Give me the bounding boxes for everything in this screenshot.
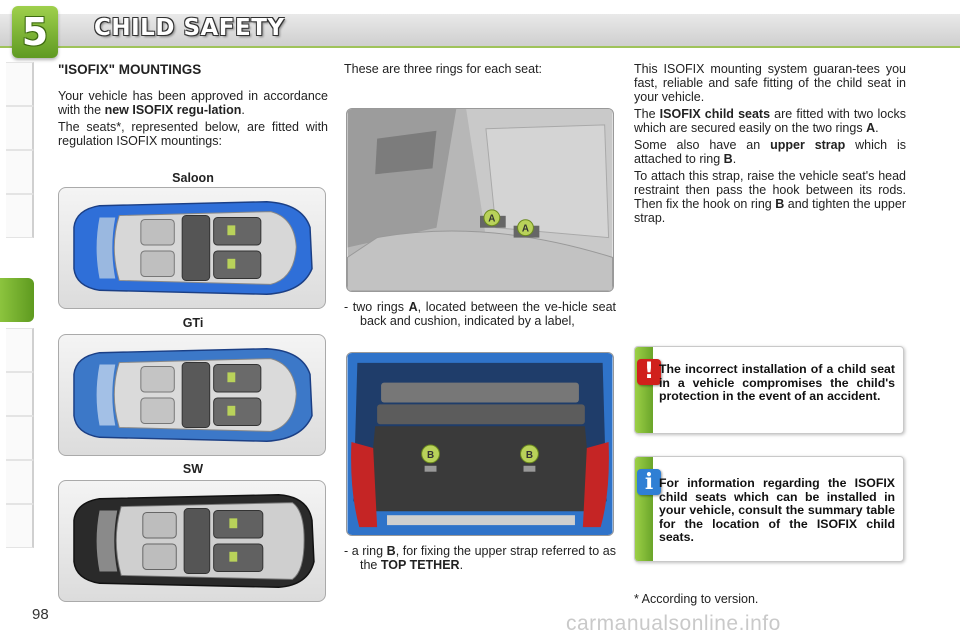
text-bold: upper strap [770,138,846,152]
photo-boot [346,352,614,536]
upper-strap-paragraph [634,138,906,166]
text-run: Your vehicle has been approved in accordance with the [58,89,328,117]
text-bold: B [386,544,396,558]
photo-rear-seat [346,108,614,292]
car-diagram-gti [58,334,326,456]
chapter-number: 5 [21,10,49,54]
chapter-title: CHILD SAFETY [94,15,285,41]
page-number: 98 [32,606,49,623]
rings-intro: These are three rings for each seat: [344,62,543,76]
text-bold: B [723,152,733,166]
column-intro [58,62,328,151]
approval-paragraph [58,89,328,117]
text-bold: B [775,197,785,211]
system-paragraph: This ISOFIX mounting system guaran-tees you fast, reliable and safe fitting of the child seat in your vehicle. [634,62,906,104]
text-run: Some also have an [634,138,771,152]
text-run: To attach this strap, raise the vehicle seat's head restraint then pass the hook between its rods. Then fix the hook on ring [634,169,906,211]
warning-notice [634,346,904,434]
chapter-tab-9[interactable] [6,460,34,504]
chapter-badge [12,6,58,58]
seats-paragraph: The seats*, represented below, are fitted with regulation ISOFIX mountings: [58,120,328,148]
attach-strap-paragraph [634,169,906,225]
chapter-tab-8[interactable] [6,416,34,460]
warning-icon: ! [637,359,661,385]
text-run: , located between the ve-hicle seat back and cushion, indicated by a label, [360,300,616,328]
text-bold: A [866,121,876,135]
text-run: . [732,152,737,166]
chapter-tab-5-active[interactable] [0,278,34,322]
text-run: , for fixing the upper strap referred to as the [360,544,616,572]
text-bold: new ISOFIX regu-lation [104,103,242,117]
column-system [634,62,906,228]
chapter-tab-3[interactable] [6,150,34,194]
watermark: carmanualsonline.info [566,612,781,635]
marker-b2: B [525,449,534,461]
text-run: . [241,103,245,117]
bullet-ring-b [344,544,616,572]
car-topview-saloon-icon [59,188,325,308]
chapter-tab-10[interactable] [6,504,34,548]
car-topview-gti-icon [59,335,325,455]
chapter-tab-4[interactable] [6,194,34,238]
car-diagram-sw [58,480,326,602]
text-run: . [459,558,464,572]
text-bold: A [408,300,418,314]
text-run: - two rings [344,300,409,314]
info-text: For information regarding the ISOFIX child seats which can be installed in your vehicle, consult the summary table for the location of the ISOFIX child seats. [659,476,895,544]
warning-text: The incorrect installation of a child seat in a vehicle compromises the child's protection in the event of an accident. [659,362,895,403]
text-run: - a ring [344,544,387,558]
text-run: and tighten the upper strap. [634,197,907,225]
rear-seat-photo-icon [347,109,613,291]
footnote: * According to version. [634,592,759,606]
text-run: are fitted with two locks which are secured easily on the two rings [634,107,906,135]
child-seats-paragraph [634,107,906,135]
marker-a1: A [488,213,496,225]
section-heading: "ISOFIX" MOUNTINGS [58,62,202,77]
chapter-tab-6[interactable] [6,328,34,372]
text-bold: TOP TETHER [380,558,460,572]
car-topview-sw-icon [59,481,325,601]
car-label-saloon: Saloon [172,171,214,185]
column-rings [344,62,616,79]
text-bold: ISOFIX child seats [659,107,771,121]
chapter-tab-1[interactable] [6,62,34,106]
marker-a2: A [521,223,530,235]
text-run: The [634,107,660,121]
marker-b1: B [426,449,435,461]
chapter-tab-7[interactable] [6,372,34,416]
car-label-gti: GTi [182,316,204,330]
car-label-sw: SW [182,462,204,476]
info-icon: i [637,469,661,495]
bullet-rings-a [344,300,616,328]
boot-photo-icon [347,353,613,535]
text-run: which is attached to ring [634,138,906,166]
chapter-tab-strip [0,62,34,582]
car-diagram-saloon [58,187,326,309]
text-run: . [875,121,879,135]
chapter-tab-2[interactable] [6,106,34,150]
info-notice [634,456,904,562]
